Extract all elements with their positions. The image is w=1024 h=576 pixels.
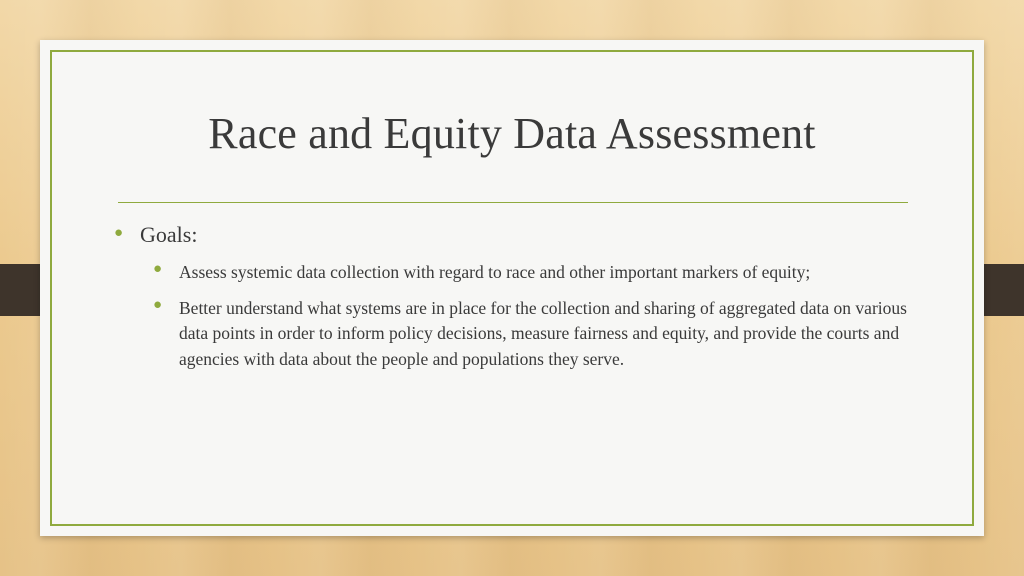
goals-list — [114, 260, 914, 372]
goal-item — [153, 260, 914, 286]
goal-text: Assess systemic data collection with regard to race and other important markers of equity; — [179, 262, 811, 282]
slide-title: Race and Equity Data Assessment — [208, 109, 816, 158]
goal-text: Better understand what systems are in place for the collection and sharing of aggregated data on various data points in order to inform policy decisions, measure fairness and equity, and provide the courts and agencies with data about the people and populations they serve. — [179, 297, 907, 369]
goals-label: Goals: — [140, 222, 198, 247]
slide-card — [40, 40, 984, 536]
bullet-dot-icon: ● — [114, 225, 124, 241]
goal-item — [153, 296, 914, 373]
bullet-goals — [114, 220, 914, 250]
title-divider — [118, 202, 908, 203]
bullet-dot-icon: ● — [153, 296, 163, 313]
slide-body — [114, 220, 914, 382]
bullet-dot-icon: ● — [153, 261, 163, 277]
